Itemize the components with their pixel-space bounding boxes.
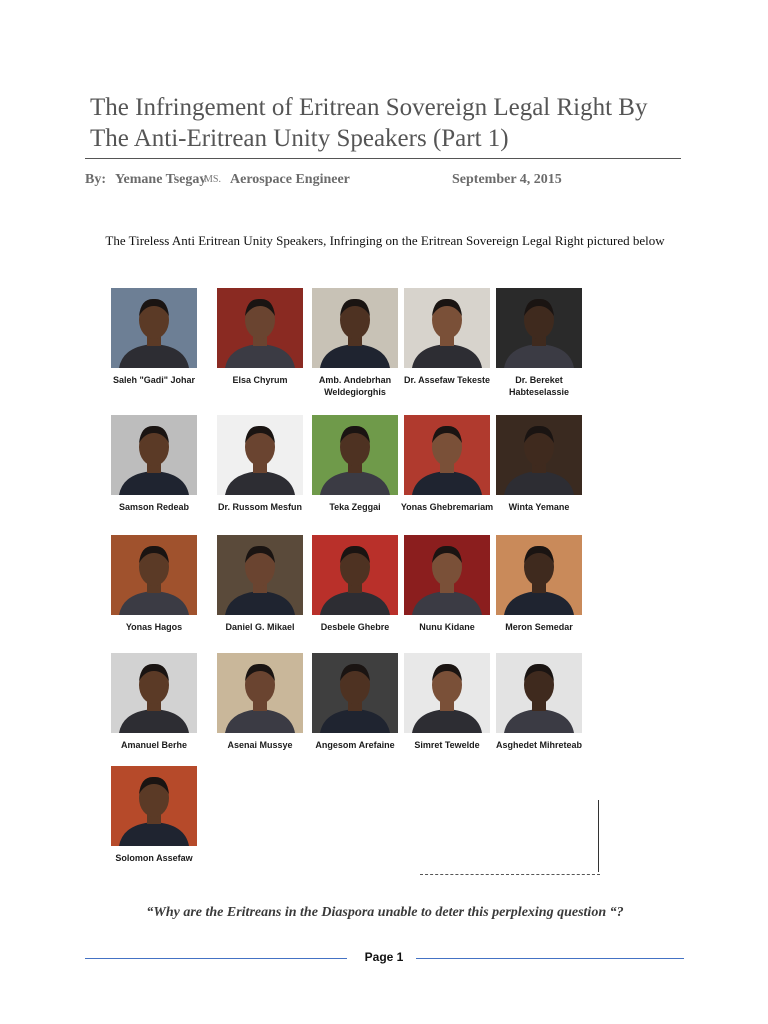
author-role: Aerospace Engineer [230, 172, 350, 187]
closing-question: “Why are the Eritreans in the Diaspora unable to deter this perplexing question “? [146, 905, 624, 920]
portrait-photo [404, 288, 490, 368]
portrait-photo [312, 415, 398, 495]
person-silhouette-icon [111, 415, 197, 495]
portrait-caption: Amanuel Berhe [120, 740, 188, 750]
portrait-caption: Nunu Kidane [419, 622, 475, 632]
portrait-card [217, 415, 303, 527]
portrait-card [312, 653, 398, 765]
person-silhouette-icon [111, 766, 197, 846]
portrait-photo [217, 288, 303, 368]
portrait-photo [111, 288, 197, 368]
portrait-card [217, 653, 303, 765]
person-silhouette-icon [111, 653, 197, 733]
portrait-card [404, 535, 490, 647]
collage-bottom-line [420, 874, 600, 875]
person-silhouette-icon [217, 535, 303, 615]
person-silhouette-icon [404, 535, 490, 615]
person-silhouette-icon [496, 288, 582, 368]
portrait-caption: Daniel G. Mikael [225, 622, 295, 632]
portrait-caption: Dr. Russom Mesfun [217, 502, 302, 512]
portrait-card [312, 415, 398, 527]
person-silhouette-icon [312, 535, 398, 615]
footer-rule-right [416, 958, 684, 959]
portrait-caption: Desbele Ghebre [320, 622, 390, 632]
person-silhouette-icon [217, 288, 303, 368]
portrait-caption: Meron Semedar [505, 622, 573, 632]
person-silhouette-icon [404, 415, 490, 495]
author-name: Yemane Tsegay [115, 172, 207, 187]
portrait-photo [496, 653, 582, 733]
page-number: Page 1 [364, 950, 404, 964]
portrait-caption: Asenai Mussye [227, 740, 293, 750]
person-silhouette-icon [404, 653, 490, 733]
portrait-caption: Dr. Assefaw Tekeste [403, 375, 491, 385]
portrait-card [496, 288, 582, 400]
portrait-caption: Amb. Andebrhan Weldegiorghis [318, 375, 392, 397]
portrait-card [217, 535, 303, 647]
person-silhouette-icon [111, 535, 197, 615]
person-silhouette-icon [496, 653, 582, 733]
portrait-card [404, 653, 490, 765]
portrait-caption: Elsa Chyrum [232, 375, 288, 385]
person-silhouette-icon [404, 288, 490, 368]
byline-prefix: By: [85, 172, 106, 187]
person-silhouette-icon [217, 653, 303, 733]
portrait-caption: Asghedet Mihreteab [495, 740, 582, 750]
portrait-photo [111, 415, 197, 495]
title-underline [85, 158, 681, 159]
portrait-card [400, 415, 494, 527]
person-silhouette-icon [312, 653, 398, 733]
portrait-caption: Teka Zeggai [329, 502, 381, 512]
person-silhouette-icon [312, 415, 398, 495]
portrait-caption: Angesom Arefaine [315, 740, 395, 750]
person-silhouette-icon [111, 288, 197, 368]
portrait-card [111, 535, 197, 647]
portrait-card [404, 288, 490, 400]
person-silhouette-icon [496, 535, 582, 615]
portrait-photo [404, 415, 490, 495]
portrait-card [312, 288, 398, 400]
portrait-card [111, 288, 197, 400]
person-silhouette-icon [496, 415, 582, 495]
portrait-photo [496, 415, 582, 495]
portrait-photo [111, 766, 197, 846]
portrait-card [496, 653, 582, 765]
person-silhouette-icon [217, 415, 303, 495]
portrait-caption: Winta Yemane [508, 502, 570, 512]
portrait-card [111, 653, 197, 765]
portrait-card [496, 415, 582, 527]
publication-date: September 4, 2015 [452, 172, 562, 187]
portrait-photo [312, 288, 398, 368]
portrait-photo [217, 415, 303, 495]
collage-edge-line [598, 800, 599, 872]
author-degree: MS. [204, 174, 221, 185]
portrait-photo [404, 535, 490, 615]
portrait-caption: Yonas Ghebremariam [400, 502, 494, 512]
portrait-caption: Samson Redeab [118, 502, 190, 512]
portrait-caption: Solomon Assefaw [115, 853, 193, 863]
byline [85, 172, 685, 192]
portrait-caption: Dr. Bereket Habteselassie [508, 375, 570, 397]
footer-rule-left [85, 958, 347, 959]
portrait-photo [312, 653, 398, 733]
portrait-caption: Simret Tewelde [414, 740, 480, 750]
portrait-photo [312, 535, 398, 615]
portrait-photo [496, 288, 582, 368]
portrait-photo [111, 653, 197, 733]
portrait-card [111, 766, 197, 878]
portrait-collage [111, 288, 599, 878]
portrait-card [111, 415, 197, 527]
portrait-photo [217, 535, 303, 615]
portrait-photo [111, 535, 197, 615]
document-title: The Infringement of Eritrean Sovereign Legal Right By The Anti-Eritrean Unity Speakers (Part 1) [90, 94, 648, 152]
portrait-photo [404, 653, 490, 733]
portrait-photo [217, 653, 303, 733]
portrait-caption: Yonas Hagos [125, 622, 183, 632]
portrait-card [496, 535, 582, 647]
portrait-photo [496, 535, 582, 615]
intro-paragraph: The Tireless Anti Eritrean Unity Speakers, Infringing on the Eritrean Sovereign Legal Right pictured below [105, 233, 665, 248]
portrait-card [312, 535, 398, 647]
person-silhouette-icon [312, 288, 398, 368]
portrait-caption: Saleh "Gadi" Johar [112, 375, 196, 385]
portrait-card [217, 288, 303, 400]
